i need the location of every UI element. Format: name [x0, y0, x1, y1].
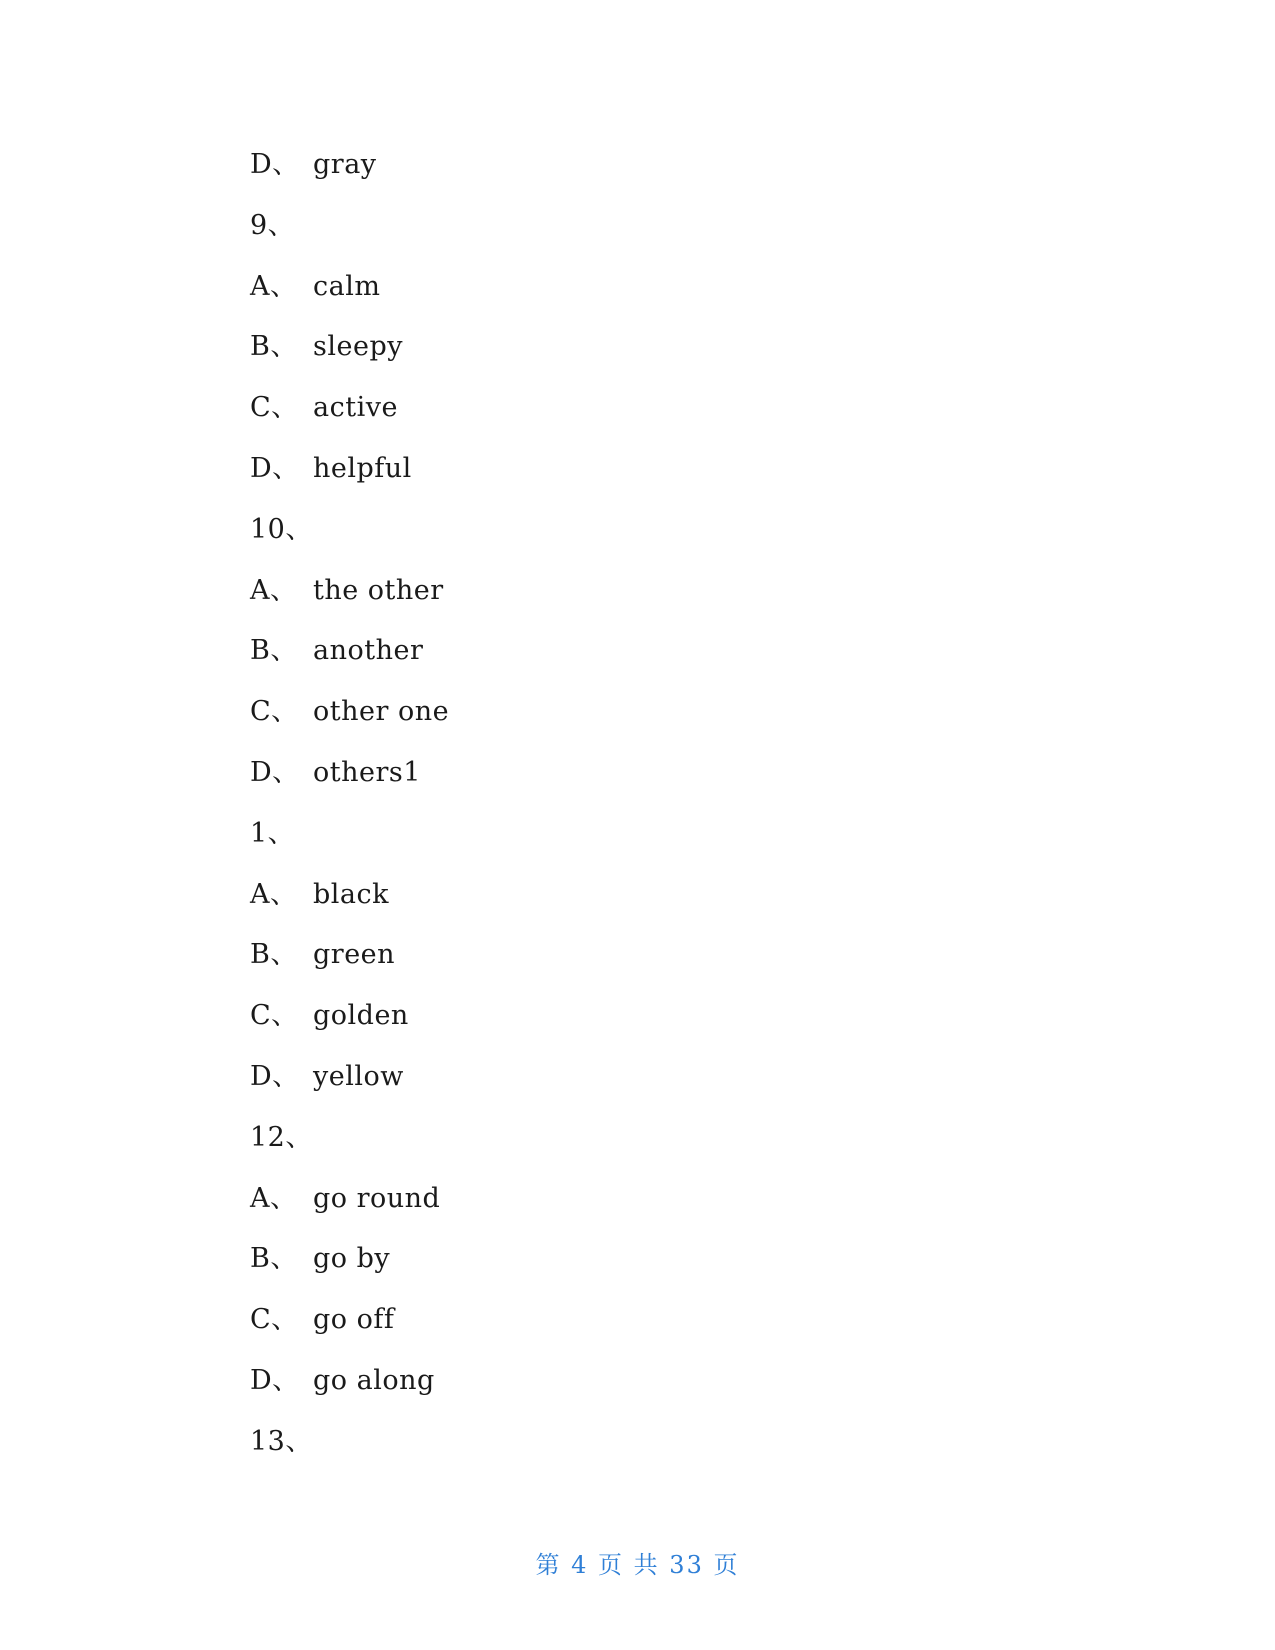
option-text: other one	[313, 696, 450, 728]
option-line	[250, 332, 449, 393]
option-line	[250, 880, 449, 941]
option-letter: C、	[250, 392, 299, 424]
option-letter: A、	[250, 574, 298, 606]
option-letter: D、	[250, 1060, 300, 1092]
option-line	[250, 393, 449, 454]
question-number	[250, 1123, 449, 1184]
option-text: others1	[313, 756, 421, 788]
option-text: sleepy	[313, 331, 403, 363]
question-number	[250, 515, 449, 576]
option-line	[250, 1244, 449, 1305]
option-text: calm	[313, 270, 381, 302]
option-letter: B、	[250, 331, 298, 363]
option-letter: D、	[250, 452, 300, 484]
option-text: go off	[313, 1304, 395, 1336]
option-line	[250, 636, 449, 697]
option-letter: C、	[250, 696, 299, 728]
question-number	[250, 211, 449, 272]
option-line	[250, 940, 449, 1001]
option-line	[250, 758, 449, 819]
option-line	[250, 576, 449, 637]
question-number-text: 12、	[250, 1121, 313, 1153]
option-line	[250, 697, 449, 758]
option-letter: C、	[250, 1304, 299, 1336]
option-text: black	[313, 878, 389, 910]
question-number-text: 10、	[250, 513, 313, 545]
option-letter: B、	[250, 939, 298, 971]
option-line	[250, 272, 449, 333]
option-letter: C、	[250, 1000, 299, 1032]
question-number-text: 1、	[250, 817, 296, 849]
option-line	[250, 150, 449, 211]
option-letter: B、	[250, 635, 298, 667]
option-text: go round	[313, 1182, 441, 1214]
option-line	[250, 1001, 449, 1062]
option-text: go by	[313, 1243, 391, 1275]
option-text: the other	[313, 574, 444, 606]
option-letter: D、	[250, 149, 300, 180]
option-text: another	[313, 635, 424, 667]
option-letter: B、	[250, 1243, 298, 1275]
option-letter: D、	[250, 756, 300, 788]
option-letter: A、	[250, 1182, 298, 1214]
page-footer: 第 4 页 共 33 页	[535, 1551, 740, 1579]
option-text: helpful	[313, 452, 412, 484]
question-number-text: 13、	[250, 1425, 313, 1457]
option-text: go along	[313, 1364, 435, 1396]
option-letter: A、	[250, 878, 298, 910]
option-line	[250, 1184, 449, 1245]
option-line	[250, 1366, 449, 1427]
option-line	[250, 1305, 449, 1366]
option-letter: A、	[250, 270, 298, 302]
option-line	[250, 1062, 449, 1123]
option-line	[250, 454, 449, 515]
option-text: golden	[313, 1000, 409, 1032]
option-letter: D、	[250, 1364, 300, 1396]
question-number	[250, 1427, 449, 1488]
question-list	[250, 150, 449, 1488]
option-text: yellow	[313, 1060, 404, 1092]
option-text: gray	[313, 149, 377, 180]
question-number	[250, 819, 449, 880]
option-text: green	[313, 939, 396, 971]
question-number-text: 9、	[250, 209, 296, 241]
option-text: active	[313, 392, 398, 424]
